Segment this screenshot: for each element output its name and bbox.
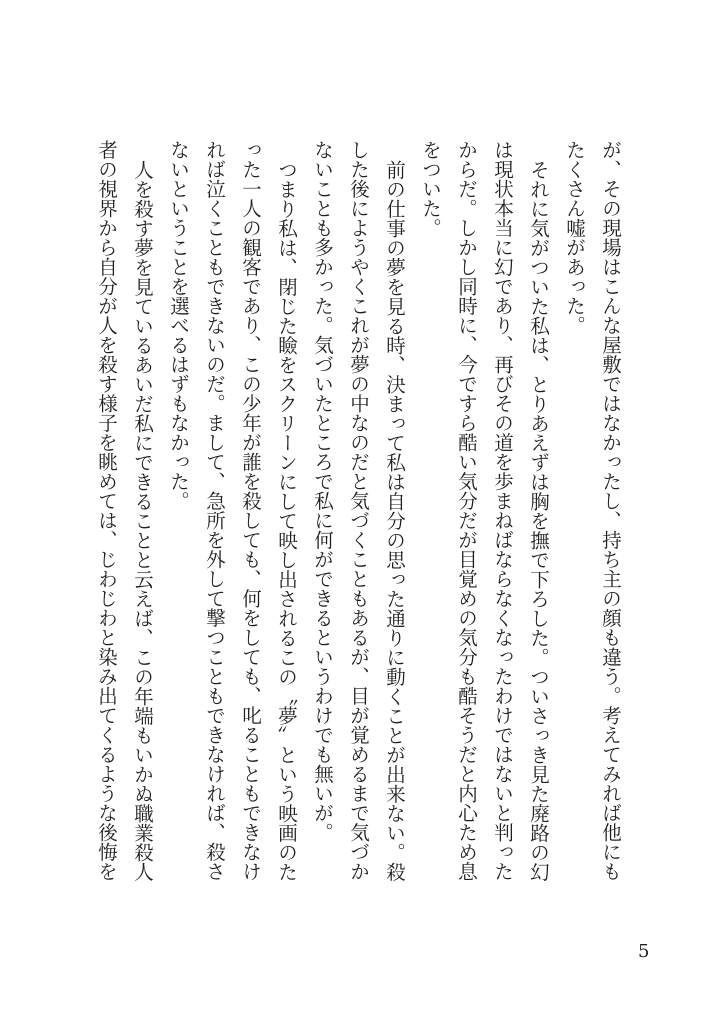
paragraph: 人を殺す夢を見ているあいだ私にできることと云えば、この年端もいかぬ職業殺人者の視界から自分が人を殺す様子を眺めては、じわじわと染み出てくるような後悔を [95, 140, 154, 881]
body-text [88, 140, 628, 885]
paragraph: つまり私は、閉じた瞼をスクリーンにして映し出されるこの〝夢〟という映画のたった一人の観客であり、この少年が誰を殺しても、何をしても、叱ることもできなければ泣くこともできないのだ。まして、急所を外して撃つこともできなければ、殺さないということを選べるはずもなかった。 [167, 140, 298, 881]
paragraph: それに気がついた私は、とりあえずは胸を撫で下ろした。ついさっき見た廃路の幻は現状本当に幻であり、再びその道を歩まねばならなくなったわけではないと判ったからだ。しかし同時に、今ですら酷い気分だが目覚めの気分も酷そうだと内心ため息をついた。 [419, 140, 550, 881]
paragraph: 前の仕事の夢を見る時、決まって私は自分の思った通りに動くことが出来ない。殺した後にようやくこれが夢の中なのだと気づくこともあるが、目が覚めるまで気づかないことも多かった。気づいたところで私に何ができるというわけでも無いが。 [311, 140, 406, 881]
page-number: 5 [638, 941, 650, 962]
paragraph-continuation: が、その現場はこんな屋敷ではなかったし、持ち主の顔も違う。考えてみれば他にもたくさん嘘があった。 [563, 140, 622, 881]
